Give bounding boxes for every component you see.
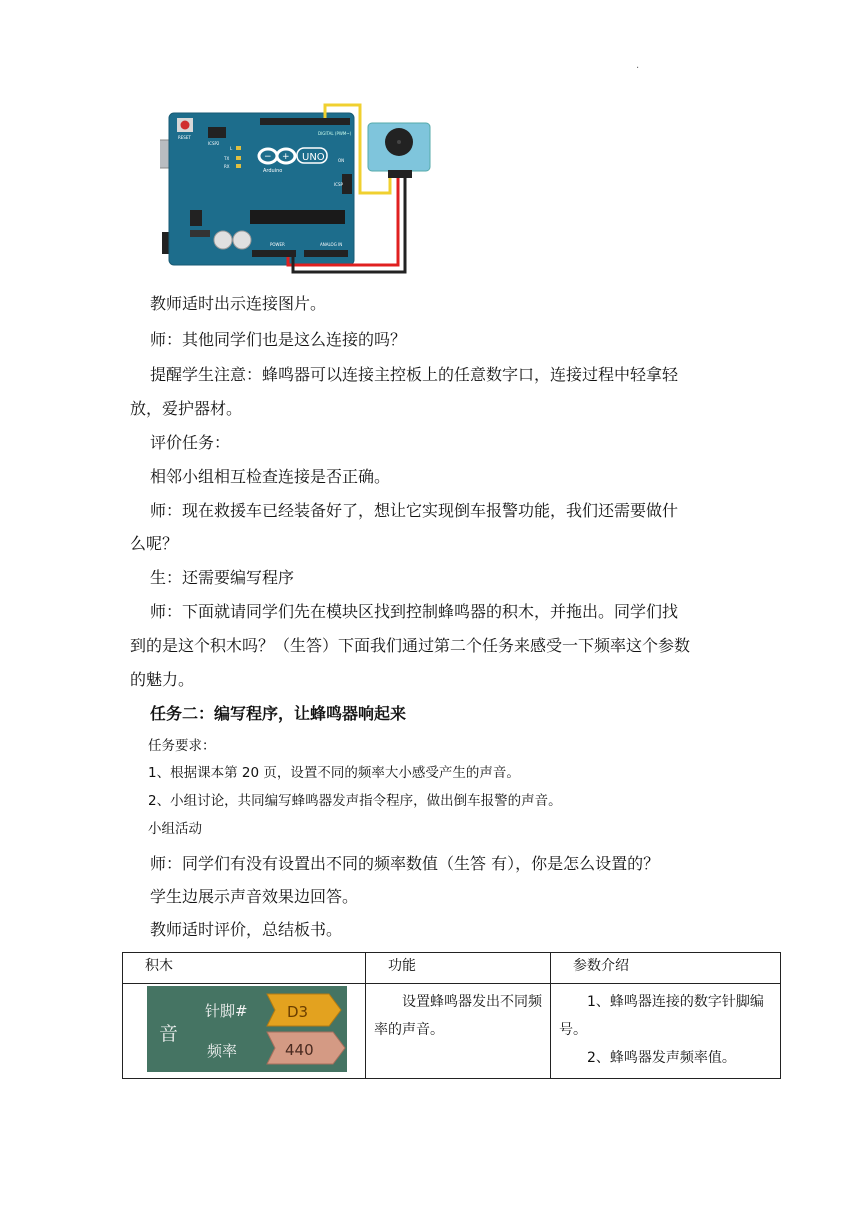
digital-header — [260, 118, 350, 125]
small-line: 小组活动 — [148, 821, 202, 837]
icsp1-label: ICSP — [334, 182, 343, 187]
svg-text:−: − — [264, 152, 272, 162]
power-header — [252, 250, 296, 257]
led-tx-label: TX — [224, 156, 230, 161]
paragraph: 的魅力。 — [130, 670, 195, 689]
pin-value: D3 — [287, 1003, 309, 1021]
paragraph: 生：还需要编写程序 — [150, 568, 295, 587]
header-function: 功能 — [366, 953, 551, 984]
paragraph: 到的是这个积木吗？（生答）下面我们通过第二个任务来感受一下频率这个参数 — [130, 636, 691, 655]
paragraph: 评价任务： — [150, 433, 231, 452]
page-marker: . — [636, 60, 640, 71]
function-line: 率的声音。 — [374, 1022, 444, 1038]
digital-label: DIGITAL (PWM~) — [318, 131, 352, 136]
block-name: 音 — [159, 1023, 179, 1045]
params-line: 2、蜂鸣器发声频率值。 — [587, 1050, 736, 1066]
microcontroller-chip — [250, 210, 345, 224]
paragraph: 教师适时出示连接图片。 — [150, 294, 327, 313]
paragraph: 相邻小组相互检查连接是否正确。 — [150, 467, 391, 486]
buzzer-block-image — [147, 986, 347, 1072]
analog-header — [304, 250, 348, 257]
small-line: 任务要求： — [148, 738, 216, 754]
led-rx-label: RX — [224, 164, 230, 169]
params-cell — [551, 984, 781, 1079]
arduino-buzzer-wiring-figure — [160, 98, 432, 284]
on-label: ON — [338, 158, 345, 163]
table-header-row — [123, 953, 781, 984]
freq-label: 频率 — [207, 1042, 238, 1060]
task-heading: 任务二：编写程序，让蜂鸣器响起来 — [150, 704, 407, 723]
reset-label: RESET — [178, 135, 191, 140]
paragraph: 学生边展示声音效果边回答。 — [150, 887, 359, 906]
table-row — [123, 984, 781, 1079]
pin-label: 针脚# — [205, 1002, 248, 1020]
svg-text:+: + — [282, 152, 290, 162]
freq-value: 440 — [285, 1041, 314, 1059]
paragraph: 师：同学们有没有设置出不同的频率数值（生答 有），你是怎么设置的？ — [150, 854, 660, 873]
paragraph: 师：现在救援车已经装备好了，想让它实现倒车报警功能，我们还需要做什 — [150, 501, 679, 520]
paragraph: 么呢？ — [130, 534, 179, 553]
paragraph: 师：下面就请同学们先在模块区找到控制蜂鸣器的积木，并拖出。同学们找 — [150, 602, 679, 621]
function-line: 设置蜂鸣器发出不同频 — [402, 994, 542, 1010]
arduino-label: Arduino — [263, 168, 283, 174]
paragraph: 师：其他同学们也是这么连接的吗？ — [150, 330, 407, 349]
small-line: 1、根据课本第 20 页，设置不同的频率大小感受产生的声音。 — [148, 765, 520, 781]
power-label: POWER — [270, 242, 285, 247]
small-line: 2、小组讨论，共同编写蜂鸣器发声指令程序，做出倒车报警的声音。 — [148, 793, 562, 809]
block-table — [122, 952, 781, 1079]
icsp2-label: ICSP2 — [208, 141, 220, 146]
paragraph: 提醒学生注意：蜂鸣器可以连接主控板上的任意数字口，连接过程中轻拿轻 — [150, 365, 679, 384]
analog-label: ANALOG IN — [320, 242, 343, 247]
params-line: 1、蜂鸣器连接的数字针脚编 — [587, 994, 764, 1010]
uno-label: UNO — [302, 152, 325, 163]
paragraph: 放，爱护器材。 — [130, 399, 243, 418]
reset-button — [181, 121, 190, 130]
led-l-label: L — [230, 146, 233, 151]
header-block: 积木 — [123, 953, 366, 984]
params-line: 号。 — [559, 1022, 587, 1038]
function-cell — [366, 984, 551, 1079]
header-params: 参数介绍 — [551, 953, 781, 984]
paragraph: 教师适时评价，总结板书。 — [150, 920, 343, 939]
